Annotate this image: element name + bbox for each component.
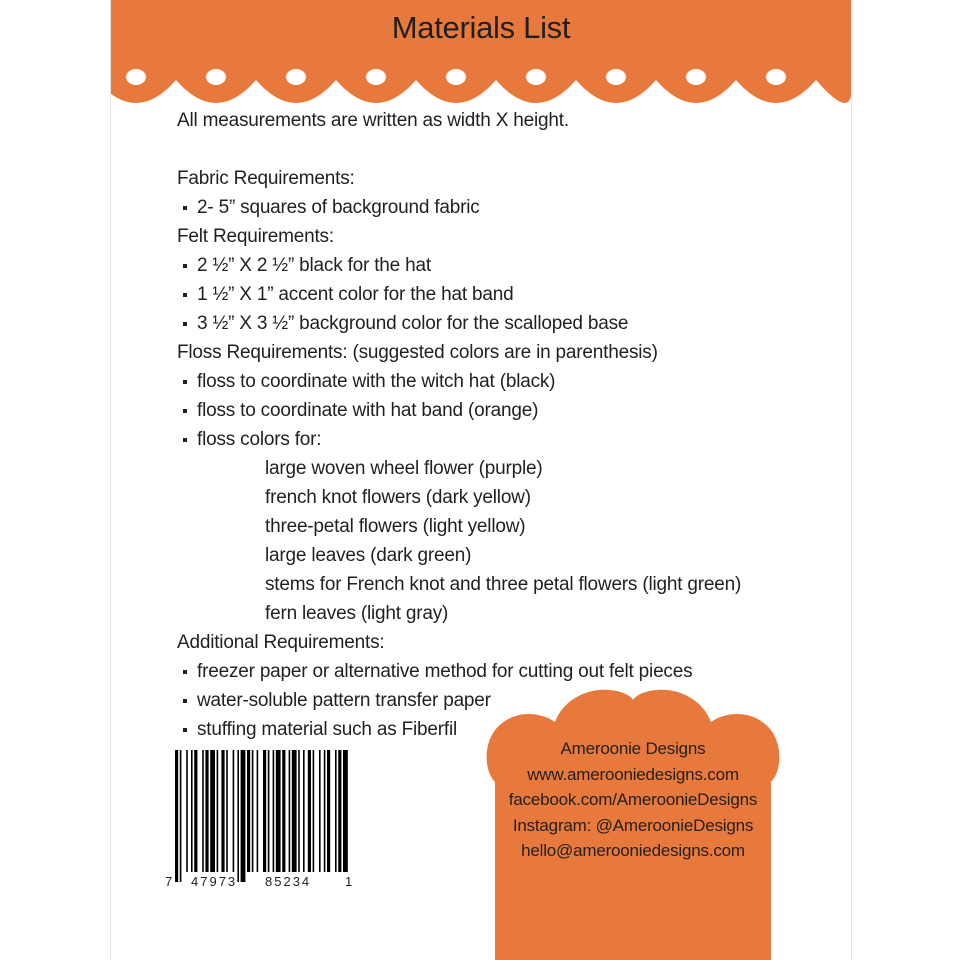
barcode [161, 748, 357, 890]
list-item-text: water-soluble pattern transfer paper [197, 690, 491, 711]
bullet-icon [183, 438, 187, 442]
list-item-text: 3 ½” X 3 ½” background color for the scalloped base [197, 313, 629, 334]
barcode-bar [233, 750, 235, 872]
page-title: Materials List [391, 10, 571, 45]
list-item-text: freezer paper or alternative method for cutting out felt pieces [197, 661, 693, 682]
list-item-text: 1 ½” X 1” accent color for the hat band [197, 284, 514, 305]
sub-list-item: three-petal flowers (light yellow) [265, 516, 526, 537]
list-item-text: stuffing material such as Fiberfil [197, 719, 458, 740]
list-item [177, 280, 837, 309]
barcode-bar [308, 750, 311, 872]
barcode-bar [273, 750, 275, 872]
barcode-bar [298, 750, 300, 872]
barcode-bar [217, 750, 219, 872]
scallop-dot [766, 69, 786, 85]
barcode-bar [324, 750, 326, 872]
barcode-bar [292, 750, 297, 872]
spacer [177, 135, 837, 164]
intro-text: All measurements are written as width X height. [177, 110, 569, 131]
bullet-icon [183, 322, 187, 326]
sub-list-item: french knot flowers (dark yellow) [265, 487, 531, 508]
barcode-digit: 1 [345, 874, 353, 889]
list-item-text: floss colors for: [197, 429, 322, 450]
barcode-bar [319, 750, 321, 872]
sub-list-item: fern leaves (light gray) [265, 603, 449, 624]
barcode-bar [313, 750, 315, 872]
barcode-bar [191, 750, 193, 872]
barcode-bar [268, 750, 270, 872]
barcode-bar [338, 750, 341, 872]
list-item-text: floss to coordinate with hat band (orange) [197, 400, 539, 421]
list-item-text: 2- 5” squares of background fabric [197, 197, 480, 218]
barcode-bar [175, 750, 178, 882]
barcode-bar [276, 750, 281, 872]
sub-list-item: stems for French knot and three petal flowers (light green) [265, 574, 742, 595]
materials-content [177, 106, 837, 744]
barcode-bar [194, 750, 197, 872]
barcode-bar [327, 750, 330, 872]
bullet-icon [183, 380, 187, 384]
barcode-bar [247, 750, 250, 872]
barcode-bar [210, 750, 215, 872]
barcode-bars [175, 750, 348, 882]
website-link[interactable]: www.amerooniedesigns.com [527, 764, 739, 784]
barcode-bar [303, 750, 305, 872]
barcode-bar [186, 750, 188, 872]
scallop-dot [446, 69, 466, 85]
barcode-bar [252, 750, 254, 872]
scallop-dot [526, 69, 546, 85]
barcode-bar [202, 750, 204, 872]
list-item [177, 309, 837, 338]
list-item [177, 251, 837, 280]
bullet-icon [183, 293, 187, 297]
barcode-bar [263, 750, 266, 872]
contact-info [483, 736, 783, 864]
barcode-bar [241, 750, 246, 882]
felt-heading: Felt Requirements: [177, 226, 334, 247]
list-item-text: 2 ½” X 2 ½” black for the hat [197, 255, 431, 276]
barcode-bar [335, 750, 337, 872]
floss-heading: Floss Requirements: (suggested colors are in parenthesis) [177, 342, 658, 363]
barcode-bar [221, 750, 224, 872]
barcode-digit: 7 [165, 874, 173, 889]
list-item [177, 425, 837, 454]
scallop-dot [686, 69, 706, 85]
barcode-bar [343, 750, 348, 872]
barcode-bar [205, 750, 208, 872]
bullet-icon [183, 728, 187, 732]
barcode-bar [180, 750, 182, 882]
barcode-bar [226, 750, 228, 872]
list-item [177, 657, 837, 686]
list-item [177, 367, 837, 396]
scallop-dot [206, 69, 226, 85]
facebook-link[interactable]: facebook.com/AmeroonieDesigns [508, 790, 758, 809]
list-item [177, 193, 837, 222]
scallop-dot [126, 69, 146, 85]
scallop-dot [286, 69, 306, 85]
barcode-bar [289, 750, 291, 872]
bullet-icon [183, 206, 187, 210]
materials-card [110, 0, 852, 960]
list-item-text: floss to coordinate with the witch hat (black) [197, 371, 556, 392]
sub-list-item: large woven wheel flower (purple) [265, 458, 543, 479]
company-name: Ameroonie Designs [560, 739, 706, 758]
barcode-bar [237, 750, 239, 882]
barcode-bar [257, 750, 259, 872]
additional-heading: Additional Requirements: [177, 632, 385, 653]
bullet-icon [183, 670, 187, 674]
bullet-icon [183, 409, 187, 413]
sub-list-item: large leaves (dark green) [265, 545, 472, 566]
email-link[interactable]: hello@amerooniedesigns.com [521, 841, 745, 860]
scallop-dot [366, 69, 386, 85]
bullet-icon [183, 264, 187, 268]
barcode-bar [282, 750, 285, 872]
barcode-digit: 47973 [191, 874, 238, 889]
barcode-digit: 85234 [265, 874, 312, 889]
instagram-handle[interactable]: Instagram: @AmeroonieDesigns [512, 815, 754, 835]
list-item [177, 396, 837, 425]
bullet-icon [183, 699, 187, 703]
fabric-heading: Fabric Requirements: [177, 168, 355, 189]
scallop-dot [606, 69, 626, 85]
